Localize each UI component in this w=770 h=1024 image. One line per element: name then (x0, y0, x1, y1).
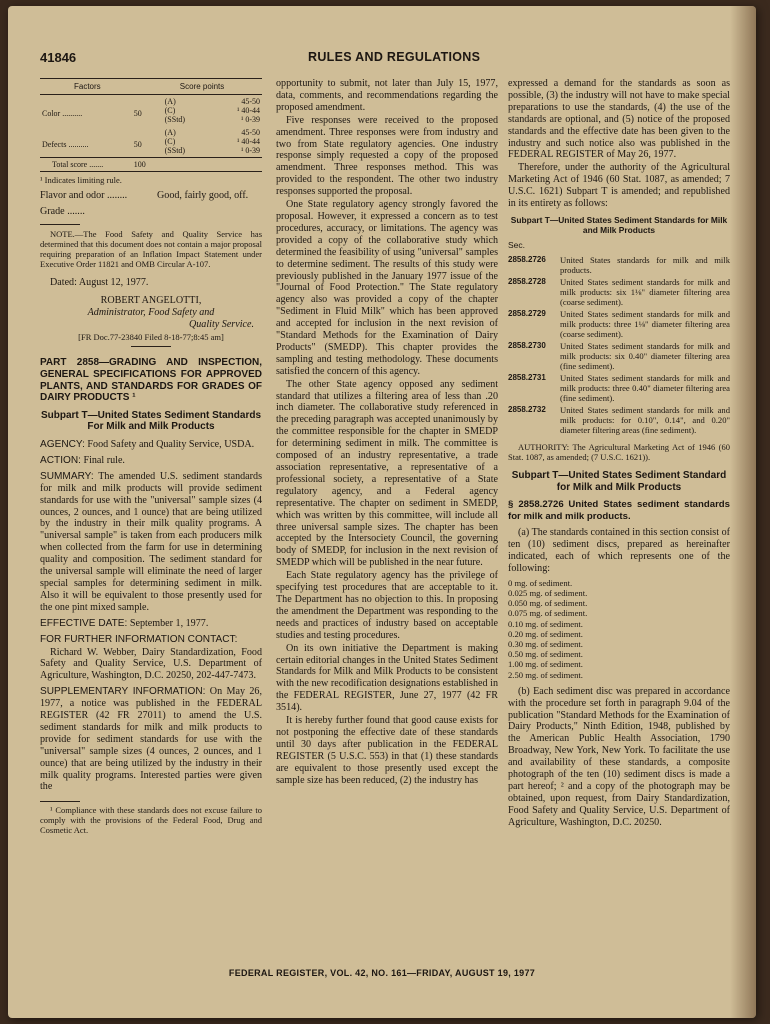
page-number: 41846 (40, 50, 77, 65)
list-item: 2858.2731 United States sediment standards for milk and milk products: three 0.40" diameter filtering area (fine sediment). (508, 373, 730, 404)
signer-title: Administrator, Food Safety and (87, 306, 215, 318)
flavor-label: Flavor and odor ........ (40, 190, 128, 201)
fr-doc-line: [FR Doc.77-23840 Filed 8-18-77;8:45 am] (78, 332, 224, 343)
paragraph-a: (a) The standards contained in this section consist of ten (10) sediment discs, prepared as hereinafter indicated, each of which represents one of the following: (508, 527, 730, 574)
list-item: 2858.2728 United States sediment standards for milk and milk products: six 1⅛" diameter filtering area (coarse sediment). (508, 277, 730, 308)
grade-label: Grade ....... (40, 205, 85, 217)
body-paragraph: expressed a demand for the standards as soon as possible, (3) the industry will not have to make special preparations to use the standards, (4) the use of the standards are optional, and (5) notice of the proposed standards and the effective date has been given to the industry and such notice also was published in the FEDERAL REGISTER of May 26, 1977. (508, 78, 730, 161)
divider (131, 346, 171, 347)
total-value: 100 (132, 158, 163, 172)
signer-name: ROBERT ANGELOTTI, (100, 294, 202, 306)
page-footer: FEDERAL REGISTER, VOL. 42, NO. 161—FRIDAY, AUGUST 19, 1977 (228, 968, 536, 978)
list-item: 0.075 mg. of sediment. (508, 608, 588, 619)
factor-ranges: 45-50 ¹ 40-44 ¹ 0-39 (236, 128, 260, 155)
authority-line: AUTHORITY: The Agricultural Marketing Act of 1946 (60 Stat. 1087, as amended; (7 U.S.C. 1621)). (508, 442, 730, 463)
table-row (40, 126, 262, 158)
list-item: 0.50 mg. of sediment. (508, 649, 583, 660)
body-paragraph: Therefore, under the authority of the Agricultural Marketing Act of 1946 (60 Stat. 1087, as amended; 7 U.S.C. 1621) Subpart T is amended; and republished in its entirety as follows: (508, 162, 730, 210)
factor-classes: (A) (C) (SStd) (164, 128, 186, 155)
effective-date-line: EFFECTIVE DATE: September 1, 1977. (40, 617, 209, 629)
divider (40, 224, 80, 225)
body-paragraph: One State regulatory agency strongly favored the proposal. However, it expressed a concern as to test procedures, accuracy, or limitations. The agency was provided a copy of the collaborative study which determined the feasibility of using "universal" samples to determine sediment. The results of this study were previously published in the January 1977 issue of the "Journal of Food Protection." The State regulatory agency also was provided a copy of the chapter "Sediment in Fluid Milk" which has been approved and accepted for inclusion in the next revision of "Standard Methods for the Examination of Dairy Products" (SMEDP). This chapter provides the sampling and testing methodology. These documents satisfied the concern of this agency. (276, 199, 498, 377)
factor-points: 50 (133, 140, 142, 149)
subpart-title-2: Subpart T—United States Sediment Standard for Milk and Milk Products (511, 470, 727, 493)
body-paragraph: The other State agency opposed any sediment standard that utilizes a filtering area of less than .20 inch diameter. The collaborative study referenced in the preceding paragraph was accepted unanimously by the committee responsible for the chapter in SMEDP for determining sediment in milk. The committee is composed of an industry representative, a trade association representative, a representative of a professional society, a representative of a State regulatory agency, and a Federal agency representative. The chapter on sediment in SMEDP, which was written by this committee, will include all three universal sample sizes. The chapter has been accepted by the Intersociety Council, the governing body of SMEDP, for inclusion in the next revision of SMEDP which will be published in the near future. (276, 378, 498, 569)
total-row (40, 158, 262, 172)
factor-ranges: 45-50 ¹ 40-44 ¹ 0-39 (236, 97, 260, 124)
subpart-title: Subpart T—United States Sediment Standards For Milk and Milk Products (40, 409, 262, 433)
list-item: 2858.2729 United States sediment standards for milk and milk products: three 1⅛" diameter filtering area (coarse sediment). (508, 309, 730, 340)
list-item: 0.10 mg. of sediment. (508, 618, 583, 629)
list-item: 2858.2732 United States sediment standards for milk and milk products: for 0.10", 0.14", and 0.20" diameter filtering areas (fine sediment). (508, 405, 730, 436)
supplementary-paragraph: SUPPLEMENTARY INFORMATION: On May 26, 1977, a notice was published in the FEDERAL REGISTER (42 FR 27011) to amend the U.S. sediment standards for milk and milk products to provide for sediment standards for use with the "universal" sample sizes (4 ounces, 2 ounces, and 1 ounce) that are being utilized by the industry in their milk quality programs. Interested parties were given the (40, 686, 262, 793)
column-3 (508, 78, 730, 830)
body-paragraph: On its own initiative the Department is making certain editorial changes in the United States Sediment Standards for Milk and Milk Products to be consistent with the new recodification designations established in the FEDERAL REGISTER, June 27, 1977 (42 FR 3514). (276, 642, 498, 714)
divider (40, 801, 80, 802)
body-paragraph: It is hereby further found that good cause exists for not postponing the effective date of these standards until 30 days after publication in the FEDERAL REGISTER (5 U.S.C. 553) in that (1) these standards are equivalent to those presently used except the sample size has been reduced, (2) the industry has (276, 715, 498, 786)
list-item: 0.050 mg. of sediment. (508, 598, 588, 609)
document-page (8, 6, 756, 1018)
factor-label: Defects .......... (42, 140, 89, 149)
list-item: 0.20 mg. of sediment. (508, 628, 583, 639)
list-item: 2.50 mg. of sediment. (508, 669, 583, 680)
part-footnote: ¹ Compliance with these standards does not excuse failure to comply with the provisions of the Federal Food, Drug and Cosmetic Act. (40, 805, 262, 836)
body-paragraph: Five responses were received to the proposed amendment. Three responses were from industry and two from State regulatory agencies. One industry response simply requested a copy of the proposed amendment. Three responses method. This was provided to the respondent. The other two industry responses supported the proposal. (276, 114, 498, 198)
subpart-toc-title: Subpart T—United States Sediment Standards for Milk and Milk Products (510, 214, 728, 235)
body-paragraph: opportunity to submit, not later than July 15, 1977, data, comments, and recommendations regarding the proposed amendment. (276, 78, 498, 113)
column-2 (276, 78, 498, 787)
total-label: Total score ....... (40, 158, 132, 172)
factor-label: Color .......... (42, 109, 83, 118)
list-item: 2858.2730 United States sediment standards for milk and milk products: six 0.40" diameter filtering area (fine sediment). (508, 341, 730, 372)
factor-points: 50 (133, 109, 142, 118)
table-row (40, 95, 262, 127)
sediment-list (508, 578, 730, 680)
running-header: RULES AND REGULATIONS (308, 50, 481, 64)
list-item: 0 mg. of sediment. (508, 577, 573, 588)
paragraph-b: (b) Each sediment disc was prepared in accordance with the procedure set forth in paragraph 9.04 of the publication "Standard Methods for the Examination of Dairy Products," Ninth Edition, 1948, published by the American Public Health Association, 1790 Broadway, New York, New York. To facilitate the use and availability of these standards, a composite photograph of the ten (10) sediment discs is made a part hereof; ² and a copy of the photograph may be obtained, upon request, from Dairy Standardization, Food Safety and Quality Service, U.S. Department of Agriculture, Washington, D.C. 20250. (508, 685, 730, 828)
list-item: 0.025 mg. of sediment. (508, 587, 588, 598)
score-table (40, 78, 262, 172)
column-1 (40, 78, 262, 836)
section-heading: § 2858.2726 United States sediment standards for milk and milk products. (508, 499, 731, 523)
list-item: 1.00 mg. of sediment. (508, 659, 583, 670)
note-text: NOTE.—The Food Safety and Quality Service has determined that this document does not contain a major proposal requiring preparation of an Inflation Impact Statement under Executive Order 11821 and OMB Circular A-107. (40, 228, 262, 269)
dated-line: Dated: August 12, 1977. (50, 276, 149, 288)
sec-label: Sec. (508, 240, 526, 251)
agency-line: AGENCY: Food Safety and Quality Service, USDA. (40, 439, 255, 450)
table-header-factors: Factors (40, 79, 132, 95)
summary-paragraph: SUMMARY: The amended U.S. sediment standards for milk and milk products will provide sediment standards for use with the "universal" sample sizes (4 ounces, 2 ounces, and 1 ounce) that are being utilized by the industry in their milk quality programs. A "universal sample" is taken from each producers milk when collected from the farm for use in determining quality and composition. The sediment standard for the universal sample will eliminate the need of larger special samples for determining sediment in milk. Also it will be equivalent to those presently used for the one pint mixed sample. (40, 470, 262, 613)
part-title: PART 2858—GRADING AND INSPECTION, GENERAL SPECIFICATIONS FOR APPROVED PLANTS, AND STANDARDS FOR GRADES OF DAIRY PRODUCTS ¹ (40, 357, 262, 404)
factor-classes: (A) (C) (SStd) (164, 97, 186, 124)
further-info-text: Richard W. Webber, Dairy Standardization, Food Safety and Quality Service, U.S. Department of Agriculture, Washington, D.C. 20250, 202-447-7473. (40, 646, 262, 682)
list-item: 0.30 mg. of sediment. (508, 638, 583, 649)
section-list (508, 254, 730, 436)
table-header-score: Score points (132, 79, 262, 95)
list-item: 2858.2726 United States standards for milk and milk products. (508, 255, 730, 276)
flavor-value: Good, fairly good, off. (157, 190, 249, 201)
further-info-label: FOR FURTHER INFORMATION CONTACT: (40, 633, 238, 645)
table-footnote: ¹ Indicates limiting rule. (40, 175, 122, 185)
flavor-row (40, 190, 262, 202)
body-paragraph: Each State regulatory agency has the privilege of specifying test procedures that are acceptable to it. The Department has no objection to this. In proposing the amendment the Department was responding to the needs and practices of industry based on acceptable studies and testing procedures. (276, 570, 498, 641)
action-line: ACTION: Final rule. (40, 454, 125, 466)
signer-title-2: Quality Service. (188, 318, 254, 330)
